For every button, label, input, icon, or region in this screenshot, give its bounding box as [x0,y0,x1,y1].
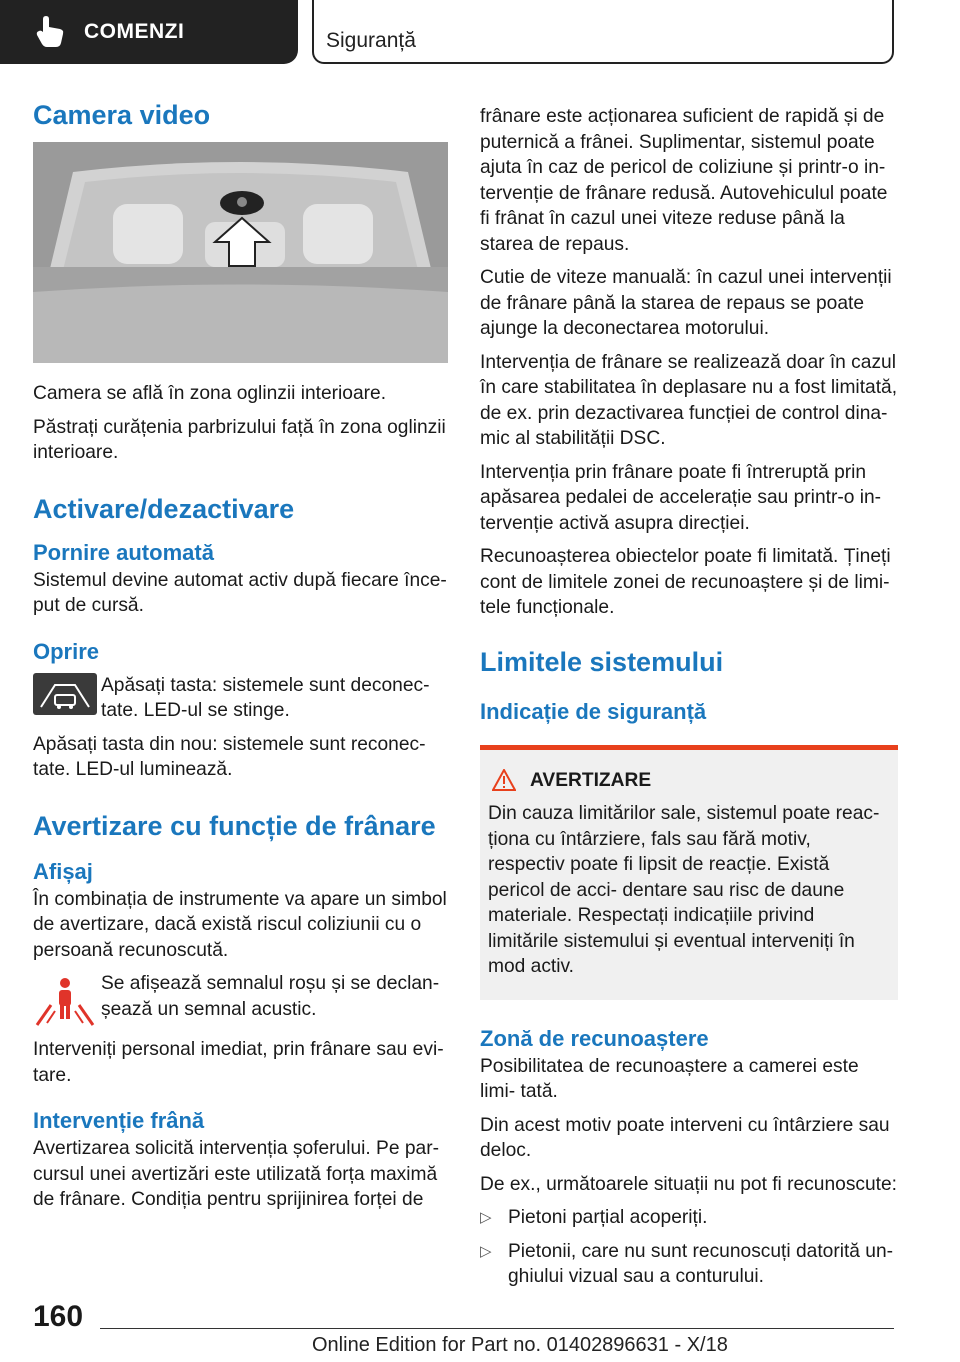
paragraph: Intervenția prin frânare poate fi întreruptă prin apăsarea pedalei de accelerație sau printr-o in‐ tervenție activă asupra direcției. [480,461,882,534]
bullet-triangle-icon: ▷ [480,1242,492,1260]
heading-activare: Activare/dezactivare [33,493,295,524]
limitations-list [480,1205,898,1290]
paragraph: Avertizarea solicită intervenția șoferului. Pe par‐ cursul unei avertizări este utilizată forța maximă de frânare. Condiția pentru sprijinirea forței de [33,1138,439,1210]
paragraph: Apăsați tasta: sistemele sunt deconec‐ tate. LED-ul se stinge. [101,674,430,721]
driver-assist-button-icon [33,673,97,715]
hand-pointer-icon [34,15,68,49]
paragraph: Intervenția de frânare se realizează doar în cazul în care stabilitatea în deplasare nu a fost limitată, de ex. prin dezactivarea funcției de control dina‐ mic al stabilității DSC. [480,351,898,449]
paragraph: Sistemul devine automat activ după fiecare înce‐ put de cursă. [33,569,447,616]
paragraph: Din acest motiv poate interveni cu întârziere sau deloc. [480,1114,890,1161]
windshield-camera-photo [33,142,448,363]
section-tab[interactable] [0,0,298,64]
heading-afisaj: Afișaj [33,858,93,884]
paragraph: De ex., următoarele situații nu pot fi recunoscute: [480,1173,898,1195]
heading-pornire: Pornire automată [33,539,214,565]
heading-oprire: Oprire [33,638,100,664]
heading-interventie: Intervenție frână [33,1108,205,1133]
footer-edition: Online Edition for Part no. 01402896631 - X/18 [312,1334,728,1356]
heading-indicatie: Indicație de siguranță [480,698,707,724]
paragraph: În combinația de instrumente va apare un simbol de avertizare, dacă există riscul coliziunii cu o persoană recunoscută. [33,888,447,961]
section-label: COMENZI [84,20,185,43]
list-item: ▷ Pietonii, care nu sunt recunoscuți datorită un‐ ghiului vizual sau a conturului. [480,1240,894,1287]
warning-box [480,745,898,1000]
paragraph: Interveniți personal imediat, prin frânare sau evi‐ tare. [33,1039,444,1086]
list-item: ▷ Pietoni parțial acoperiți. [480,1205,898,1231]
warning-text: Din cauza limitărilor sale, sistemul poate reac‐ ționa cu întârziere, fals sau fără motiv, respectiv poate fi lipsit de reacție. Există pericol de acci‐ dentare sau risc de daune materiale. Respectați indicațiile privind limitările sistemului și eventual interveniți în mod activ. [488,803,880,977]
page-number: 160 [33,1300,84,1333]
pedestrian-warning-icon [33,971,97,1027]
paragraph: Cutie de viteze manuală: în cazul unei intervenții de frânare până la starea de repaus se poate ajunge la deconectarea motorului. [480,267,892,339]
right-column [480,104,898,1298]
paragraph: Posibilitatea de recunoaștere a camerei este limi‐ tată. [480,1055,859,1102]
bullet-triangle-icon: ▷ [480,1209,492,1226]
footer-divider [100,1328,894,1329]
paragraph: Apăsați tasta din nou: sistemele sunt reconec‐ tate. LED-ul luminează. [33,733,426,780]
chapter-tab[interactable] [312,0,894,64]
warning-title-row [488,768,884,794]
warning-triangle-icon [492,769,516,791]
heading-zona: Zonă de recunoaștere [480,1025,709,1051]
paragraph: Se afișează semnalul roșu și se declan‐ șează un semnal acustic. [101,973,440,1020]
paragraph: Păstrați curățenia parbrizului față în zona oglinzii interioare. [33,416,446,463]
chapter-label: Siguranță [326,29,416,52]
left-column [33,98,451,1221]
heading-avertizare: Avertizare cu funcție de frânare [33,810,436,841]
oprire-row [33,673,451,724]
heading-camera: Camera video [33,100,211,130]
paragraph: Recunoașterea obiectelor poate fi limitată. Țineți cont de limitele zonei de recunoaștere și de limi‐ tele funcționale. [480,546,891,618]
paragraph: frânare este acționarea suficient de rapidă și de puternică a frânei. Suplimentar, sistemul poate ajuta în caz de pericol de coliziune și printr-o in‐ tervenție de frânare redusă. Autovehiculul poate fi frânat în cazul unei viteze reduse până la starea de repaus. [480,106,888,255]
paragraph: Camera se află în zona oglinzii interioare. [33,383,387,404]
heading-limite: Limitele sistemului [480,646,724,677]
warning-title: AVERTIZARE [530,769,652,791]
afisaj-row [33,971,451,1027]
